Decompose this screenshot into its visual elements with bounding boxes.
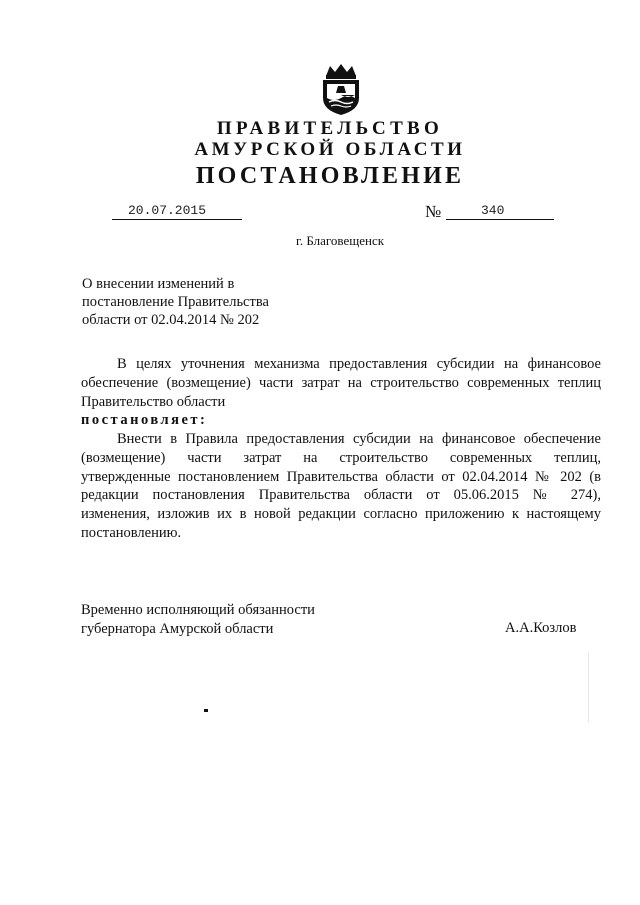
body-line: В целях уточнения механизма предоставления субсидии на финансовое (117, 356, 601, 372)
body-line: Правительство области (81, 393, 226, 410)
signatory-name: А.А.Козлов (505, 620, 577, 636)
body-line: обеспечение (возмещение) части затрат на строительство современных теплиц (81, 374, 601, 391)
city-label: г. Благовещенск (295, 233, 385, 248)
body-line: Внести в Правила предоставления субсидии на финансовое обеспечение (117, 431, 601, 447)
region-title: АМУРСКОЙ ОБЛАСТИ (194, 139, 466, 160)
decree-word: постановляет: (81, 412, 208, 428)
number-sign: № (425, 202, 442, 221)
subject-line: постановление Правительства (82, 294, 269, 310)
document-type-title: ПОСТАНОВЛЕНИЕ (195, 163, 465, 189)
signatory-title-line: Временно исполняющий обязанности (81, 602, 315, 618)
preamble-paragraph (81, 355, 601, 411)
document-date: 20.07.2015 (128, 203, 207, 218)
body-line: постановлению. (81, 524, 182, 541)
body-line: редакции постановления Правительства области от 05.06.2015 № 274), (81, 487, 601, 504)
government-title: ПРАВИТЕЛЬСТВО (216, 118, 444, 139)
document-number: 340 (481, 203, 505, 218)
subject-line: О внесении изменений в (82, 276, 235, 292)
operative-paragraph (81, 430, 601, 543)
coat-of-arms-icon (318, 62, 364, 116)
body-line: изменения, изложив их в новой редакции согласно приложению к настоящему (81, 506, 601, 523)
scan-artifact (204, 709, 208, 712)
signatory-title (81, 601, 315, 639)
subject-line: области от 02.04.2014 № 202 (82, 312, 260, 328)
body-line: (возмещение) части затрат на строительство современных теплиц, (81, 449, 601, 466)
document-subject (82, 275, 312, 329)
scan-artifact (588, 652, 589, 722)
body-line: утвержденные постановлением Правительства области от 02.04.2014 № 202 (в (81, 468, 601, 485)
signatory-title-line: губернатора Амурской области (81, 621, 274, 637)
